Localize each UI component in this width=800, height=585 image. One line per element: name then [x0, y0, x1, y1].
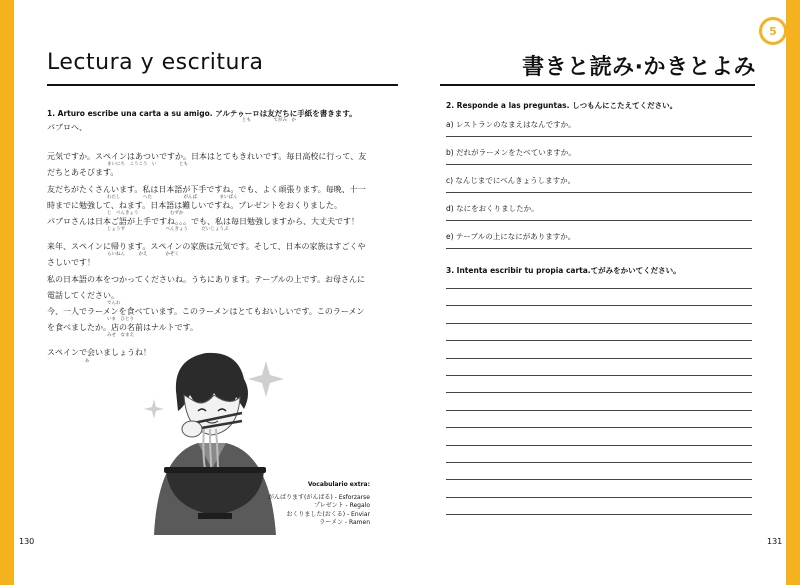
- title-rule-left: [47, 84, 398, 86]
- answer-line-b[interactable]: [446, 164, 752, 165]
- writing-line[interactable]: [446, 288, 752, 289]
- page-number-left: 130: [19, 537, 35, 546]
- exercise-1-furigana: とも てがみ か: [242, 118, 296, 123]
- question-e: e) テーブルの上になにがありますか。: [446, 232, 576, 241]
- furigana-line: みせ なまえ: [107, 333, 134, 339]
- question-a: a) レストランのなまえはなんですか。: [446, 120, 576, 129]
- letter-paragraph-1: [47, 151, 377, 232]
- letter-line: 私の日本語の本をつかってくださいね。うちにあります。テーブルの上です。お母さんに: [47, 274, 365, 284]
- vocabulary-title: Vocabulario extra:: [307, 481, 370, 488]
- answer-line-e[interactable]: [446, 248, 752, 249]
- writing-line[interactable]: [446, 375, 752, 376]
- page-title-right: 書きと読み·かきとよみ: [522, 55, 756, 80]
- furigana-line: らいねん かえ かぞく: [107, 252, 179, 258]
- furigana-line: まいにち こうこう い とも: [107, 162, 188, 168]
- writing-line[interactable]: [446, 410, 752, 411]
- writing-line[interactable]: [446, 340, 752, 341]
- letter-line: 元気ですか。スペインはあついですか。日本はとてもきれいです。毎日高校に行って、友: [47, 152, 367, 162]
- writing-line[interactable]: [446, 479, 752, 480]
- letter-line: 友だちがたくさんいます。私は日本語が下手ですね。でも、よく頑張ります。毎晩、十一: [47, 184, 366, 194]
- letter-line: 今、一人でラーメンを食べています。このラーメンはとてもおいしいです。このラーメン: [47, 307, 365, 317]
- letter-closing-furigana: あ: [85, 358, 90, 364]
- writing-line[interactable]: [446, 392, 752, 393]
- vocabulary-box: [260, 481, 370, 528]
- writing-line[interactable]: [446, 323, 752, 324]
- answer-line-a[interactable]: [446, 136, 752, 137]
- vocabulary-item: がんばります(がんばる) - Esforzarse: [268, 493, 370, 501]
- writing-line[interactable]: [446, 358, 752, 359]
- letter-line: さしいです！: [47, 258, 95, 268]
- question-d: d) なにをおくりましたか。: [446, 204, 539, 213]
- letter-line: だちとあそびます。: [47, 168, 119, 178]
- furigana-line: じょうず べんきょう だいじょうぶ: [107, 227, 229, 233]
- letter-line: 来年、スペインに帰ります。スペインの家族は元気です。そして、日本の家族はすごくや: [47, 242, 366, 252]
- right-page: [406, 0, 786, 585]
- letter-greeting: パブロへ、: [47, 123, 87, 132]
- furigana-line: いま ひとり: [107, 317, 134, 323]
- letter-line: パブロさんは日本ご語が上手ですね。。。でも、私は毎日勉強しますから、大丈夫です！: [47, 217, 359, 227]
- letter-paragraph-2: [47, 241, 377, 338]
- letter-body: [47, 122, 377, 364]
- question-c: c) なんじまでにべんきょうしますか。: [446, 176, 576, 185]
- writing-line[interactable]: [446, 497, 752, 498]
- furigana-line: じ べんきょう むずか: [107, 211, 184, 217]
- right-edge-bar: [786, 0, 800, 585]
- exercise-2-heading: 2. Responde a las preguntas. しつもんにこたえてください。: [446, 101, 678, 110]
- furigana-line: わたし へた がんば まいばん: [107, 194, 238, 200]
- question-b: b) だれがラーメンをたべていますか。: [446, 148, 576, 157]
- vocabulary-item: プレゼント - Regalo: [313, 502, 370, 510]
- letter-line: を食べましたか。店の名前はナルトです。: [47, 323, 198, 333]
- writing-line[interactable]: [446, 514, 752, 515]
- exercise-3-heading: 3. Intenta escribir tu propia carta.てがみをかいてください。: [446, 266, 681, 275]
- answer-line-c[interactable]: [446, 192, 752, 193]
- writing-line[interactable]: [446, 445, 752, 446]
- answer-line-d[interactable]: [446, 220, 752, 221]
- writing-line[interactable]: [446, 427, 752, 428]
- vocabulary-item: ラーメン - Ramen: [319, 519, 370, 527]
- letter-closing: スペインで会いましょうね！: [47, 348, 151, 358]
- letter-line: 時までに勉強して、ねます。日本語は難しいですね。プレゼントをおくりました。: [47, 200, 342, 210]
- furigana-line: でんわ: [107, 301, 121, 307]
- left-edge-bar: [0, 0, 14, 585]
- writing-line[interactable]: [446, 305, 752, 306]
- letter-line: 電話してください。: [47, 290, 119, 300]
- title-rule-right: [440, 84, 755, 86]
- page-title-left: Lectura y escritura: [47, 50, 264, 75]
- chapter-tab-number: 5: [769, 24, 777, 38]
- left-page: [14, 0, 398, 585]
- vocabulary-item: おくりました(おくる) - Enviar: [286, 510, 370, 518]
- page-number-right: 131: [767, 537, 783, 546]
- exercise-1-heading: 1. Arturo escribe una carta a su amigo. アルテゥーロは友だちに手紙を書きます。: [47, 109, 357, 118]
- writing-line[interactable]: [446, 462, 752, 463]
